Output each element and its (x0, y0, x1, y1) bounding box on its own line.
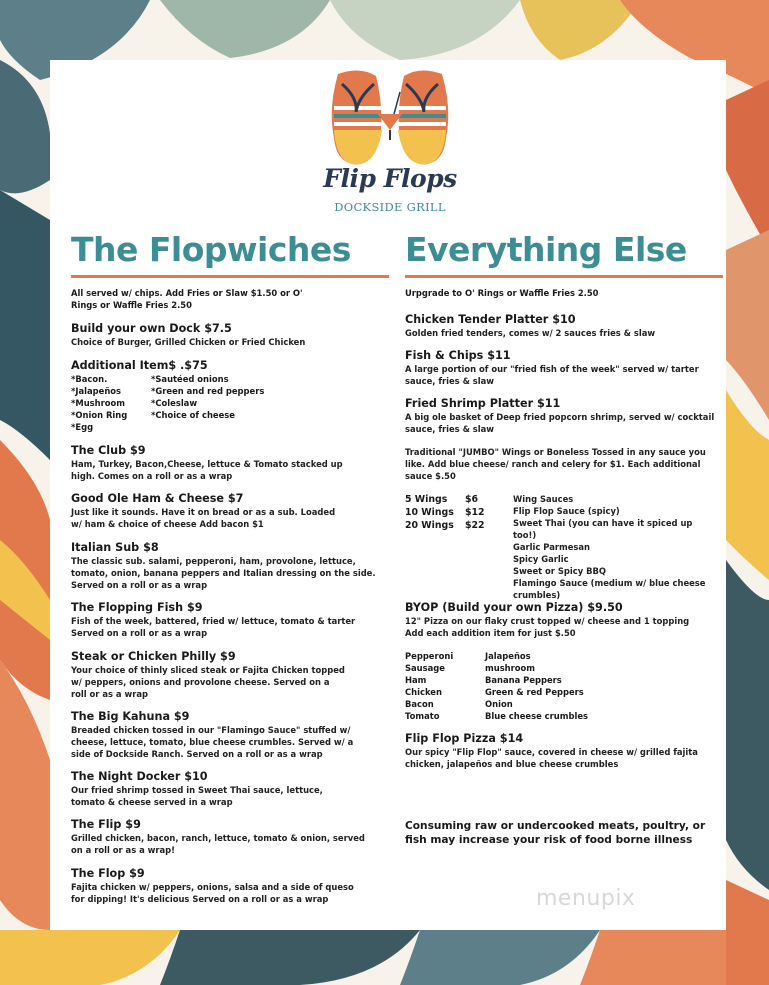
sauce: Flip Flop Sauce (spicy) (513, 506, 620, 516)
sauce: Sweet Thai (you can have it spiced up too!) (513, 518, 693, 540)
topping: Chicken (405, 687, 442, 697)
section-title: The Flopwiches (71, 230, 351, 269)
item-title: Good Ole Ham & Cheese $7 (71, 492, 244, 505)
item-title: The Flopping Fish $9 (71, 601, 203, 614)
item-title: Fried Shrimp Platter $11 (405, 397, 561, 410)
item-description: The classic sub. salami, pepperoni, ham, provolone, lettuce, tomato, onion, banana peppers and Italian dressing on the side. Served on a roll or as a wrap (71, 556, 376, 590)
addon: *Green and red peppers (151, 386, 265, 396)
topping: Banana Peppers (485, 675, 562, 685)
addon: *Bacon. (71, 374, 108, 384)
topping: mushroom (485, 663, 536, 673)
flopwiches-section (71, 228, 389, 311)
section-intro: Urpgrade to O' Rings or Waffle Fries 2.50 (405, 288, 599, 298)
section-divider (71, 275, 389, 278)
menu-item (71, 818, 371, 856)
item-title: Flip Flop Pizza $14 (405, 732, 524, 745)
topping: Sausage (405, 663, 445, 673)
item-title: Build your own Dock $7.5 (71, 322, 232, 335)
menu-item (71, 867, 361, 905)
item-title: The Night Docker $10 (71, 770, 208, 783)
addon: *Coleslaw (151, 398, 198, 408)
topping: Pepperoni (405, 651, 454, 661)
everything-else-section (405, 228, 723, 299)
item-title: BYOP (Build your own Pizza) $9.50 (405, 601, 623, 614)
item-description: Breaded chicken tossed in our "Flamingo Sauce" stuffed w/ cheese, lettuce, tomato, blue cheese crumbles. Served w/ a side of Dockside Ranch. Served on a roll or as a wrap (71, 725, 354, 759)
item-description: A large portion of our "fried fish of the week" served w/ tarter sauce, fries & slaw (405, 364, 699, 386)
sauce: Flamingo Sauce (medium w/ blue cheese crumbles) (513, 578, 706, 600)
section-intro: All served w/ chips. Add Fries or Slaw $1.50 or O' Rings or Waffle Fries 2.50 (71, 288, 303, 310)
topping: Jalapeños (485, 651, 531, 661)
addon: *Egg (71, 422, 94, 432)
topping: Ham (405, 675, 427, 685)
wing-sauces (513, 493, 713, 601)
addon: *Jalapeños (71, 386, 122, 396)
item-description: Ham, Turkey, Bacon,Cheese, lettuce & Tomato stacked up high. Comes on a roll or as a wrap (71, 459, 343, 481)
item-description: Just like it sounds. Have it on bread or as a sub. Loaded w/ ham & choice of cheese Add bacon $1 (71, 507, 336, 529)
food-safety-notice: Consuming raw or undercooked meats, poultry, or fish may increase your risk of food borne illness (405, 820, 706, 846)
item-title: Italian Sub $8 (71, 541, 159, 554)
wings-intro: Traditional "JUMBO" Wings or Boneless Tossed in any sauce you like. Add blue cheese/ ranch and celery for $1. Each additional sauce $.50 (405, 447, 706, 481)
addon: *Onion Ring (71, 410, 128, 420)
topping: Bacon (405, 699, 434, 709)
addon: *Sautéed onions (151, 374, 229, 384)
menu-item (71, 601, 361, 639)
wing-option: 20 Wings $22 (405, 520, 485, 531)
item-description: A big ole basket of Deep fried popcorn shrimp, served w/ cocktail sauce, fries & slaw (405, 412, 715, 434)
menu-item (71, 444, 361, 482)
item-title: Additional Item$ .$75 (71, 359, 208, 372)
section-divider (405, 275, 723, 278)
section-title: Everything Else (405, 230, 687, 269)
menu-item (71, 322, 389, 348)
addon: *Mushroom (71, 398, 125, 408)
pizza-toppings (405, 650, 705, 722)
item-title: The Big Kahuna $9 (71, 710, 190, 723)
item-title: The Flop $9 (71, 867, 145, 880)
menu-item-additional (71, 359, 389, 433)
topping: Green & red Peppers (485, 687, 584, 697)
wing-counts (405, 493, 513, 601)
menu-item (71, 541, 376, 591)
topping: Tomato (405, 711, 440, 721)
item-title: Chicken Tender Platter $10 (405, 313, 576, 326)
logo (320, 68, 460, 218)
item-description: Grilled chicken, bacon, ranch, lettuce, tomato & onion, served on a roll or as a wrap! (71, 833, 365, 855)
sauce: Sweet or Spicy BBQ (513, 566, 606, 576)
addon: *Choice of cheese (151, 410, 235, 420)
menu-item (71, 770, 356, 808)
topping: Onion (485, 699, 513, 709)
menu-item-byop (405, 601, 705, 639)
wing-option: 10 Wings $12 (405, 507, 485, 518)
item-description: Our spicy "Flip Flop" sauce, covered in cheese w/ grilled fajita chicken, jalapeños and blue cheese crumbles (405, 747, 698, 769)
item-description: Our fried shrimp tossed in Sweet Thai sauce, lettuce, tomato & cheese served in a wrap (71, 785, 323, 807)
menu-item (405, 349, 710, 387)
item-title: The Flip $9 (71, 818, 141, 831)
menu-item (71, 492, 341, 530)
brand-name: Flip Flops (323, 164, 457, 193)
item-description: Golden fried tenders, comes w/ 2 sauces fries & slaw (405, 328, 656, 338)
wing-option: 5 Wings $6 (405, 494, 479, 505)
menu-item (405, 397, 720, 435)
sauce-heading: Wing Sauces (513, 494, 574, 504)
menu-item (405, 313, 723, 339)
item-title: Steak or Chicken Philly $9 (71, 650, 236, 663)
item-description: 12" Pizza on our flaky crust topped w/ cheese and 1 topping Add each addition item for just $.50 (405, 616, 690, 638)
addons-list (71, 373, 389, 433)
sauce: Garlic Parmesan (513, 542, 590, 552)
item-title: Fish & Chips $11 (405, 349, 511, 362)
item-description: Choice of Burger, Grilled Chicken or Fried Chicken (71, 337, 306, 347)
item-description: Your choice of thinly sliced steak or Fajita Chicken topped w/ peppers, onions and provolone cheese. Served on a roll or as a wrap (71, 665, 345, 699)
flip-flops-logo-icon (320, 68, 460, 168)
brand-subtitle: DOCKSIDE GRILL (334, 200, 446, 214)
menu-item (71, 710, 356, 760)
sauce: Spicy Garlic (513, 554, 569, 564)
wings-menu (405, 493, 723, 601)
topping: Blue cheese crumbles (485, 711, 588, 721)
item-title: The Club $9 (71, 444, 146, 457)
watermark: menupix (536, 886, 636, 911)
menu-item (71, 650, 346, 700)
menu-item-flip-flop-pizza (405, 732, 710, 770)
item-description: Fish of the week, battered, fried w/ lettuce, tomato & tarter Served on a roll or as a wrap (71, 616, 356, 638)
item-description: Fajita chicken w/ peppers, onions, salsa and a side of queso for dipping! It's delicious Served on a roll or as a wrap (71, 882, 354, 904)
